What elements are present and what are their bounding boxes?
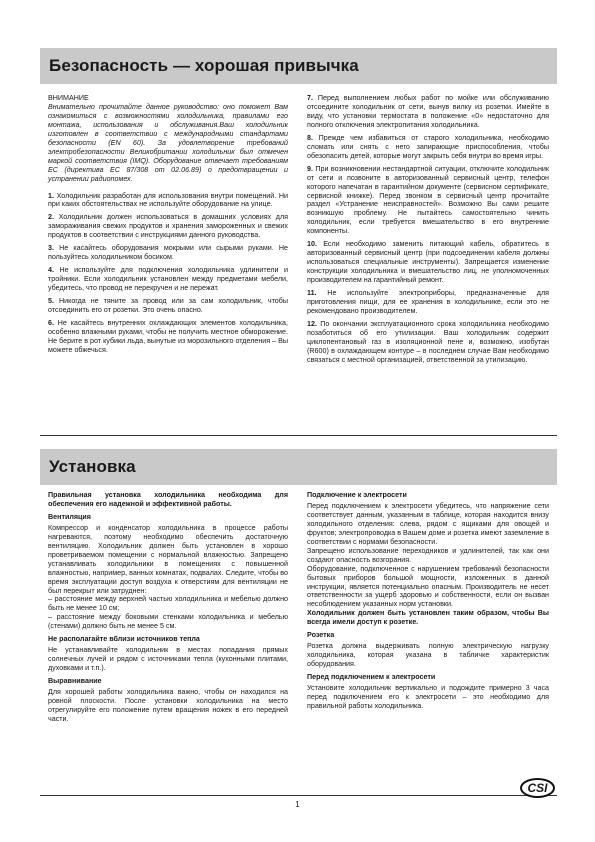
safety-item-text: Холодильник разработан для использования внутри помещений. Ни при каких обстоятельствах не используйте оборудование на улице. [48,191,288,209]
socket-text: Розетка должна выдерживать полную электрическую нагрузку холодильника, которая указана в табличке характеристик оборудования. [307,642,549,669]
safety-item-number: 5. [48,297,54,306]
warning-text: Внимательно прочитайте данное руководство: оно поможет Вам ознакомиться с возможностями холодильника, правилами его монтажа, использования и обслуживания.Ваш холодильник изготовлен в соответствии с международными стандартами безопасности (EN 60). За удовлетворение требований электробезопасности Великобритании холодильник был отмечен маркой соответствия (IMQ). Оборудование отвечает требованиям ЕС (директива ЕС 87/308 от 02.06.89) о предотвращении и устранении радиопомех. [48,102,288,183]
safety-item-text: Не касайтесь внутренних охлаждающих элементов холодильника, особенно влажными руками, чтобы не получить местное обморожение. Не берите в рот кубики льда, вынутые из морозильного отделения – Вы можете обжечься. [48,318,289,354]
installation-intro: Правильная установка холодильника необходима для обеспечения его надежной и эффективной работы. [48,491,288,508]
safety-item [48,213,288,240]
safety-item-text: При возникновении нестандартной ситуации, отключите холодильник от сети и позвоните в авторизованный сервисный центр, телефон которого напечатан в гарантийном документе (сервисном сертификате, сервисной книжке). Перед звонком в сервисный центр прочитайте раздел «Устранение неисправностей». Возможно Вы сами решите возникшую проблему. Не пытайтесь самостоятельно чинить холодильник, если требуется вмешательство в его внутренние компоненты. [307,164,550,236]
power-connection-text-1: Перед подключением к электросети убедитесь, что напряжение сети соответствует данным, указанным в таблице, которая находится внизу холодильного отделения: слева, рядом с ящиками для овощей и фруктов; электропроводка в Вашем доме и розетка имеют заземление в соответствии с нормами безопасности. [307,501,549,546]
safety-item [307,134,549,161]
safety-item [307,94,549,130]
safety-item [307,320,549,365]
section-title-safety: Безопасность — хорошая привычка [49,56,359,75]
safety-item-text: Прежде чем избавиться от старого холодильника, необходимо сломать или снять с него запирающие приспособления, чтобы обезопасить детей, которые могут закрыть себя внутри во время игры. [307,133,550,160]
footer-divider [40,795,557,796]
socket-heading: Розетка [307,631,335,640]
safety-item-number: 10. [307,240,317,249]
section-divider [40,435,557,436]
before-connection-heading: Перед подключением к электросети [307,673,436,682]
leveling-heading: Выравнивание [48,677,102,686]
heat-sources-heading: Не располагайте вблизи источников тепла [48,635,200,644]
safety-item-number: 1. [48,191,54,200]
installation-right-column [307,491,549,715]
power-connection-heading: Подключение к электросети [307,491,407,499]
ventilation-text: Компрессор и конденсатор холодильника в процессе работы нагреваются, поэтому необходимо обеспечить достаточную вентиляцию. Холодильник должен быть установлен в хорошо проветриваемом помещении с нормальной влажностью. Запрещено устанавливать холодильники в помещениях с повышенной влажностью, например, ванных комнатах, подвалах. Следите, чтобы во время эксплуатации доступ воздуха к отверстиям для вентиляции не был перекрыт или затруднен: [48,523,288,595]
heat-sources-text: Не устанавливайте холодильник в местах попадания прямых солнечных лучей и рядом с источниками тепла (кухонными плитами, духовками и т.п.). [48,646,288,673]
safety-item-text: Не используйте для подключения холодильника удлинители и тройники. Если холодильник установлен между предметами мебели, убедитесь, что провод не перекручен и не пережат. [48,266,288,293]
section-header-installation [40,449,557,485]
safety-item-number: 11. [307,289,317,298]
warning-label: ВНИМАНИЕ [48,94,89,102]
power-connection-note: Холодильник должен быть установлен таким образом, чтобы Вы всегда имели доступ к розетке. [307,609,549,627]
safety-item [48,297,288,315]
page-number: 1 [295,800,300,809]
safety-item-number: 7. [307,94,313,102]
safety-item-text: Не касайтесь оборудования мокрыми или сырыми руками. Не пользуйтесь холодильником босиком. [48,244,288,262]
ventilation-rule-side: – расстояние между боковыми стенками холодильника и мебелью (стенами) должно быть не менее 5 см. [48,613,288,631]
safety-item-text: Не используйте электроприборы, предназначенные для приготовления пищи, для ее хранения в холодильнике, если это не рекомендовано производителем. [307,289,549,315]
before-connection-text: Установите холодильник вертикально и подождите примерно 3 часа перед подключением его к электросети – это необходимо для правильной работы холодильника. [307,684,549,710]
safety-item-text: Никогда не тяните за провод или за сам холодильник, чтобы отсоединить его от розетки. Это очень опасно. [48,297,288,315]
ventilation-rule-top: – расстояние между верхней частью холодильника и мебелью должно быть не менее 10 см; [48,595,288,613]
safety-items-left [48,192,288,355]
safety-item [307,289,549,316]
csi-logo: CSI [520,778,555,798]
safety-item-text: По окончании эксплуатационного срока холодильника необходимо позаботиться об его утилизации. Ваш холодильник содержит циклопентановый газ в изоляционной пене и, возможно, изобутан (R600) в охлаждающем контуре – в последнем случае Вам необходимо связаться с местной организацией, ответственной за утилизацию. [307,319,550,364]
leveling-text: Для хорошей работы холодильника важно, чтобы он находился на ровной плоскости. После установки холодильника на место отрегулируйте его положение путем вращения ножек в его передней части. [48,688,288,723]
ventilation-heading: Вентиляция [48,512,91,521]
safety-item [307,165,549,237]
safety-item [48,192,288,210]
safety-item [48,266,288,293]
safety-item-number: 6. [48,318,54,327]
safety-item-number: 2. [48,213,54,222]
safety-item-number: 8. [307,133,313,142]
safety-item-text: Холодильник должен использоваться в домашних условиях для замораживания свежих продуктов и хранения замороженных и свежих продуктов в соответствии с инструкциями данного руководства. [48,213,289,240]
safety-item-number: 12. [307,319,317,328]
power-connection-text-3: Оборудование, подключенное с нарушением требований безопасности бытовых приборов большой мощности, изложенных в данной инструкции, является потенциально опасным. Производитель не несет ответственности за ущерб здоровью и собственности, если он вызван несоблюдением указанных норм установки. [307,564,549,609]
safety-item [307,240,549,285]
safety-item-text: Перед выполнением любых работ по мойке или обслуживанию отсоедините холодильник от сети, вынув вилку из розетки. Имейте в виду, что установки термостата в положение «0» недостаточно для полного отключения электропитания холодильника. [307,94,550,129]
safety-item [48,319,288,355]
installation-left-column [48,491,288,728]
safety-item-text: Если необходимо заменить питающий кабель, обратитесь в авторизованный сервисный центр (при подсоединении кабеля должны использоваться специальные инструменты). Запрещается изменение конструкции холодильника и вмешательство лиц, не уполномоченных производителем на гарантийный ремонт. [307,240,549,285]
safety-items-right [307,94,549,365]
section-title-installation: Установка [49,457,136,476]
safety-left-column [48,94,288,359]
safety-right-column [307,94,549,369]
safety-item [48,244,288,262]
power-connection-text-2: Запрещено использование переходников и удлинителей, так как они создают опасность возгорания. [307,546,549,564]
safety-item-number: 9. [307,164,313,173]
section-header-safety [40,48,557,84]
safety-item-number: 4. [48,266,54,275]
safety-item-number: 3. [48,244,54,253]
